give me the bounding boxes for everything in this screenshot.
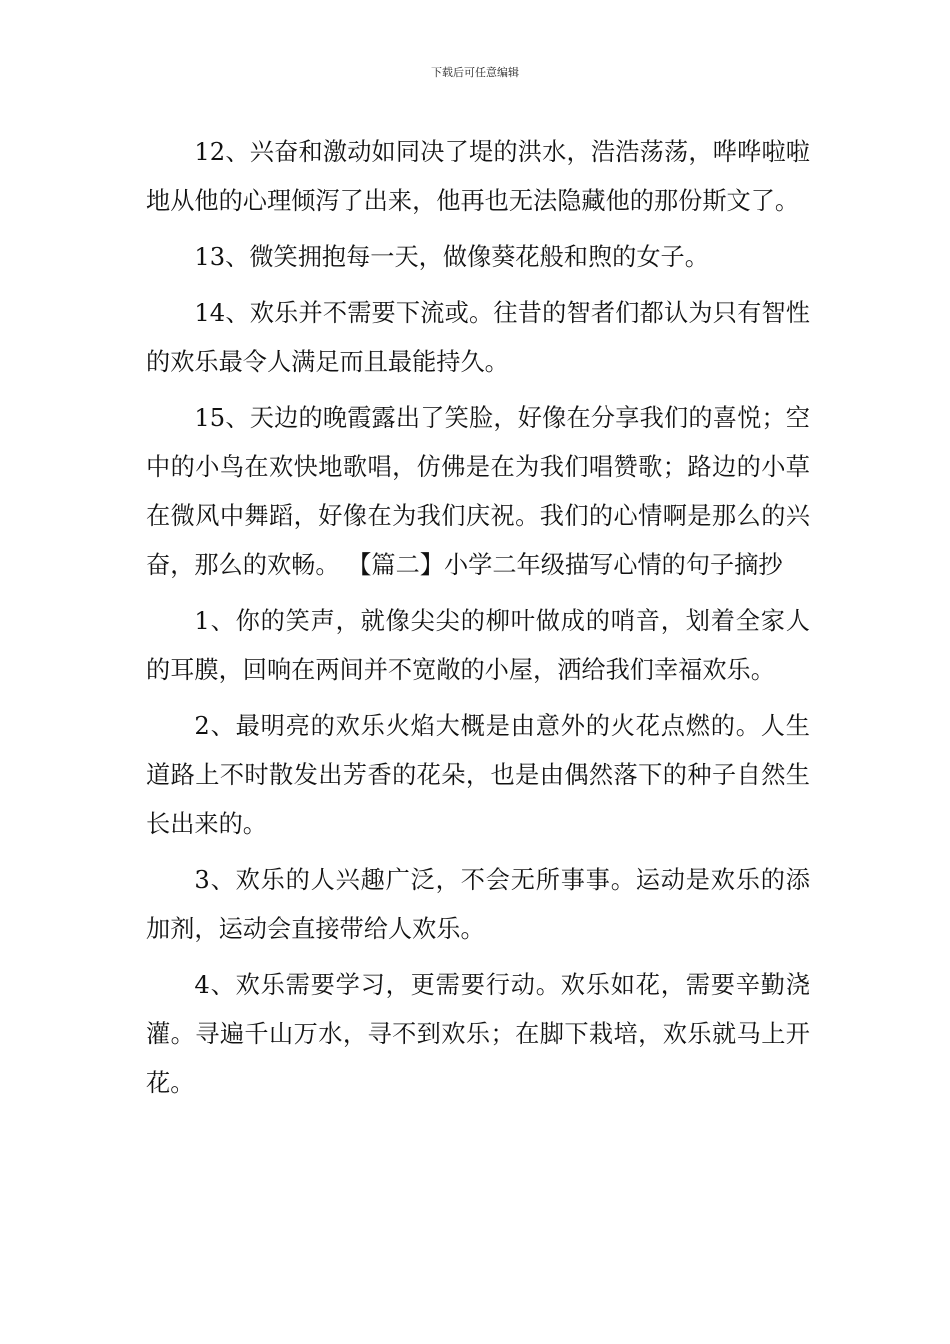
paragraph-13: 13、微笑拥抱每一天，做像葵花般和煦的女子。 (194, 243, 709, 271)
paragraph-14: 14、欢乐并不需要下流或。往昔的智者们都认为只有智性的欢乐最令人满足而且最能持久。 (146, 299, 810, 376)
paragraph-1: 1、你的笑声，就像尖尖的柳叶做成的哨音，划着全家人的耳膜，回响在两间并不宽敞的小屋，洒给我们幸福欢乐。 (146, 607, 810, 684)
paragraph-15: 15、天边的晚霞露出了笑脸，好像在分享我们的喜悦；空中的小鸟在欢快地歌唱，仿佛是在为我们唱赞歌；路边的小草在微风中舞蹈，好像在为我们庆祝。我们的心情啊是那么的兴奋，那么的欢畅。 【篇二】小学二年级描写心情的句子摘抄 (146, 404, 810, 579)
paragraph-3: 3、欢乐的人兴趣广泛，不会无所事事。运动是欢乐的添加剂，运动会直接带给人欢乐。 (146, 866, 810, 943)
paragraph-4: 4、欢乐需要学习，更需要行动。欢乐如花，需要辛勤浇灌。寻遍千山万水，寻不到欢乐；在脚下栽培，欢乐就马上开花。 (146, 971, 810, 1097)
paragraph-2: 2、最明亮的欢乐火焰大概是由意外的火花点燃的。人生道路上不时散发出芳香的花朵，也是由偶然落下的种子自然生长出来的。 (146, 712, 810, 838)
paragraph-12: 12、兴奋和激动如同决了堤的洪水，浩浩荡荡，哗哗啦啦地从他的心理倾泻了出来，他再也无法隐藏他的那份斯文了。 (146, 138, 810, 215)
document-body (146, 128, 810, 1115)
page-header: 下载后可任意编辑 (431, 66, 519, 79)
